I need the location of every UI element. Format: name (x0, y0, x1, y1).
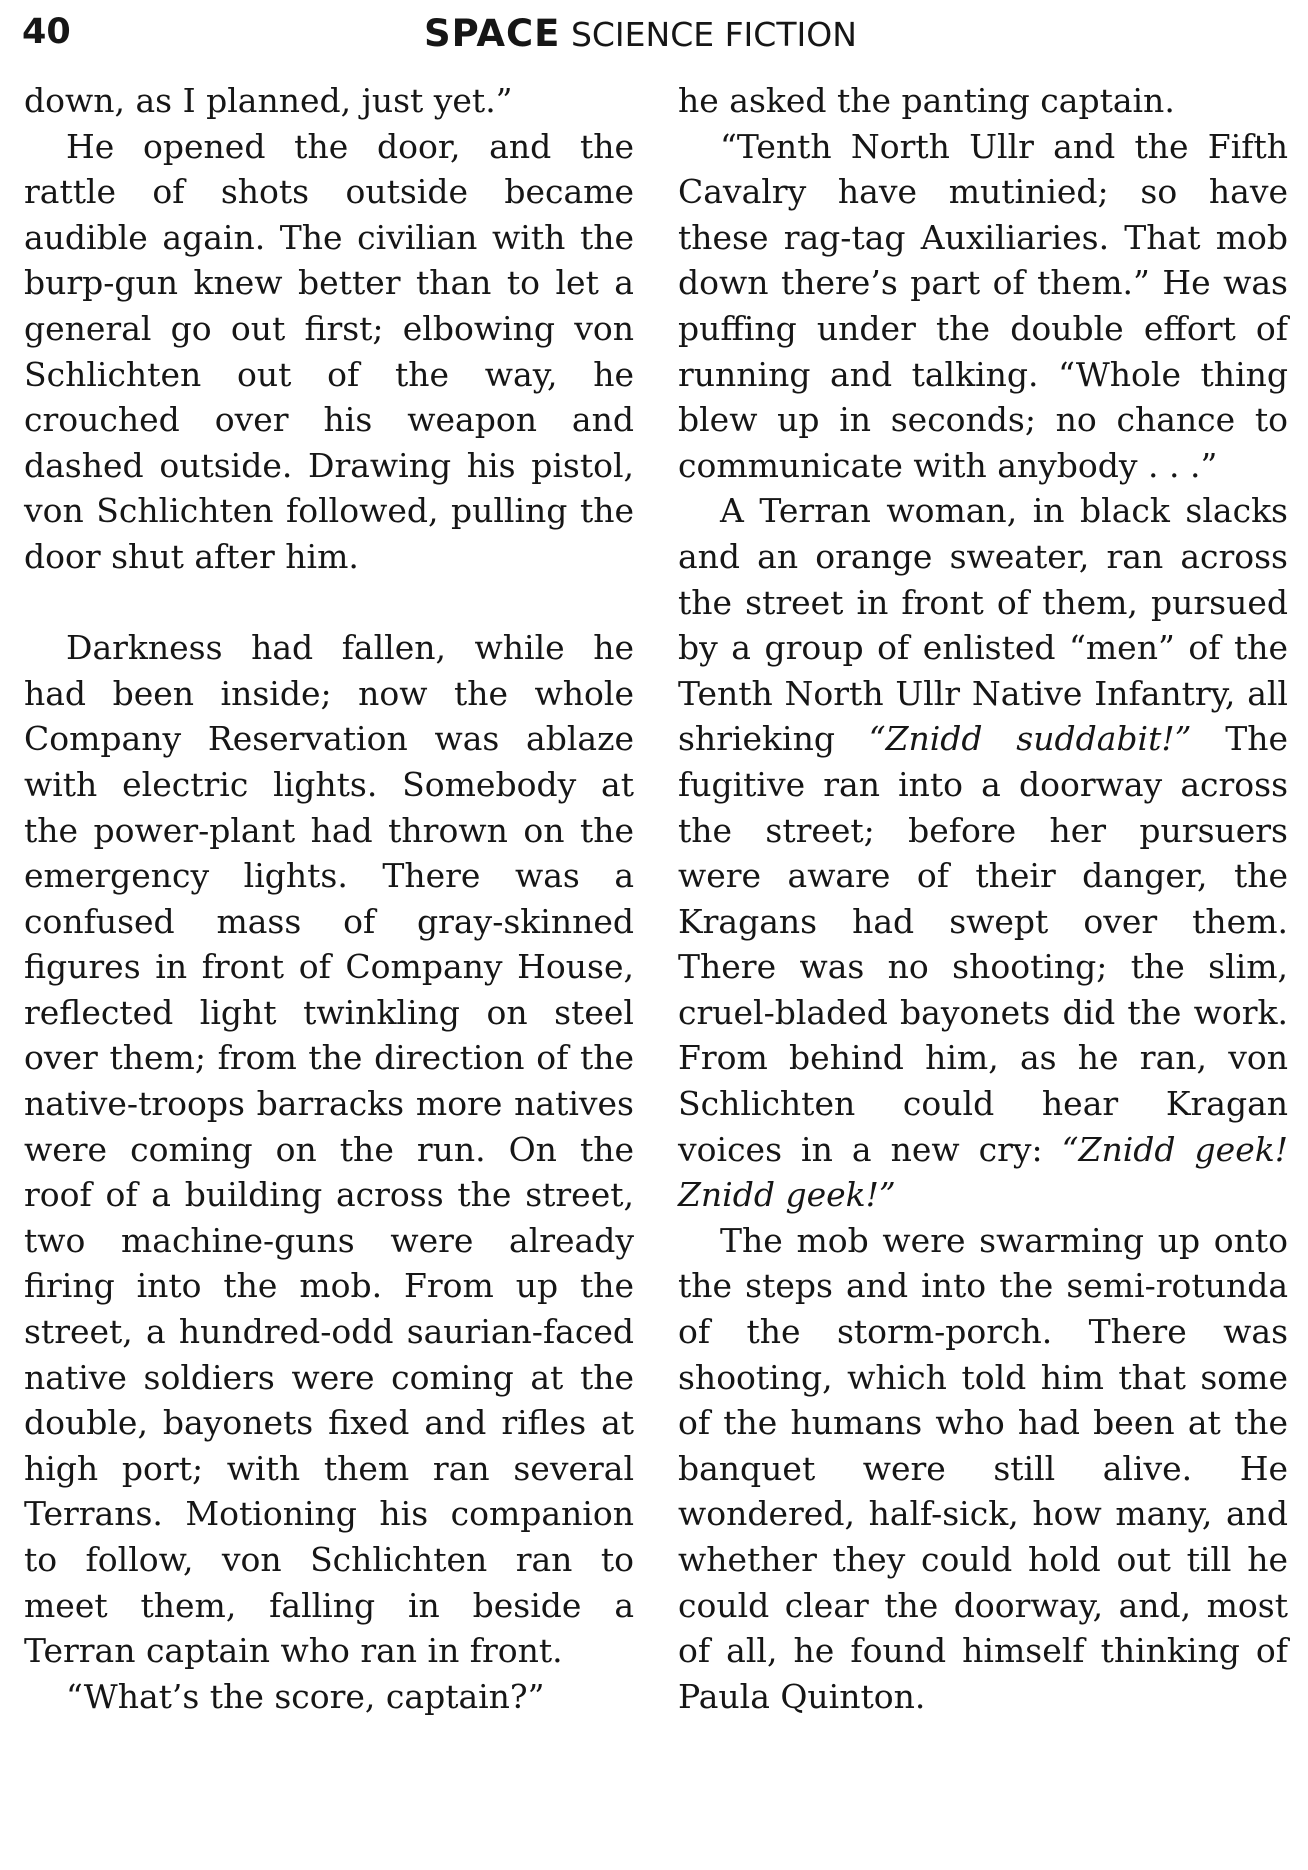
paragraph (678, 488, 1288, 1218)
paragraph: “Tenth North Ullr and the Fifth Cavalry have mutinied; so have these rag-tag Auxiliaries. That mob down there’s part of them.” He was puffing under the double effort of running and talking. “Whole thing blew up in seconds; no chance to communicate with anybody . . .” (678, 126, 1288, 485)
paragraph: He opened the door, and the rattle of shots outside became audible again. The civilian with the burp-gun knew better than to let a general go out first; elbowing von Schlichten out of the way, he crouched over his weapon and dashed outside. Drawing his pistol, von Schlichten followed, pulling the door shut after him. (24, 126, 634, 576)
magazine-title-bold: SPACE (424, 12, 561, 55)
paragraph: down, as I planned, just yet.” (24, 81, 513, 120)
section-break (24, 580, 634, 626)
native-cry: “Znidd suddabit!” (868, 719, 1192, 759)
left-column (24, 78, 634, 1719)
page-number: 40 (22, 12, 71, 52)
page-header (0, 0, 1308, 66)
native-cry: “Znidd geek! Znidd geek!” (678, 1129, 1288, 1215)
right-column (678, 78, 1288, 1719)
paragraph: Darkness had fallen, while he had been inside; now the whole Company Reservation was ablaze with electric lights. Somebody at the power-plant had thrown on the emergency lights. There was a confused mass of gray-skinned figures in front of Company House, reflected light twinkling on steel over them; from the direction of the native-troops barracks more natives were coming on the run. On the roof of a building across the street, two machine-guns were already firing into the mob. From up the street, a hundred-odd saurian-faced native soldiers were coming at the double, bayonets fixed and rifles at high port; with them ran several Terrans. Motioning his companion to follow, von Schlichten ran to meet them, falling in beside a Terran captain who ran in front. (24, 628, 634, 1671)
magazine-title-rest: SCIENCE FICTION (570, 15, 857, 54)
paragraph: The mob were swarming up onto the steps and into the semi-rotunda of the storm-porch. There was shooting, which told him that some of the humans who had been at the banquet were still alive. He wondered, half-sick, how many, and whether they could hold out till he could clear the doorway, and, most of all, he found himself thinking of Paula Quinton. (678, 1220, 1288, 1716)
magazine-title (424, 12, 857, 55)
paragraph-text: The fugitive ran into a doorway across the street; before her pursuers were aware of their danger, the Kragans had swept over them. There was no shooting; the slim, cruel-bladed bayonets did the work. From behind him, as he ran, von Schlichten could hear Kragan voices in a new cry: (678, 719, 1288, 1169)
paragraph: he asked the panting captain. (678, 81, 1175, 120)
paragraph-text: A Terran woman, in black slacks and an orange sweater, ran across the street in front of them, pursued by a group of enlisted “men” of the Tenth North Ullr Native Infantry, all shrieking (678, 491, 1288, 759)
paragraph: “What’s the score, captain?” (66, 1676, 545, 1716)
